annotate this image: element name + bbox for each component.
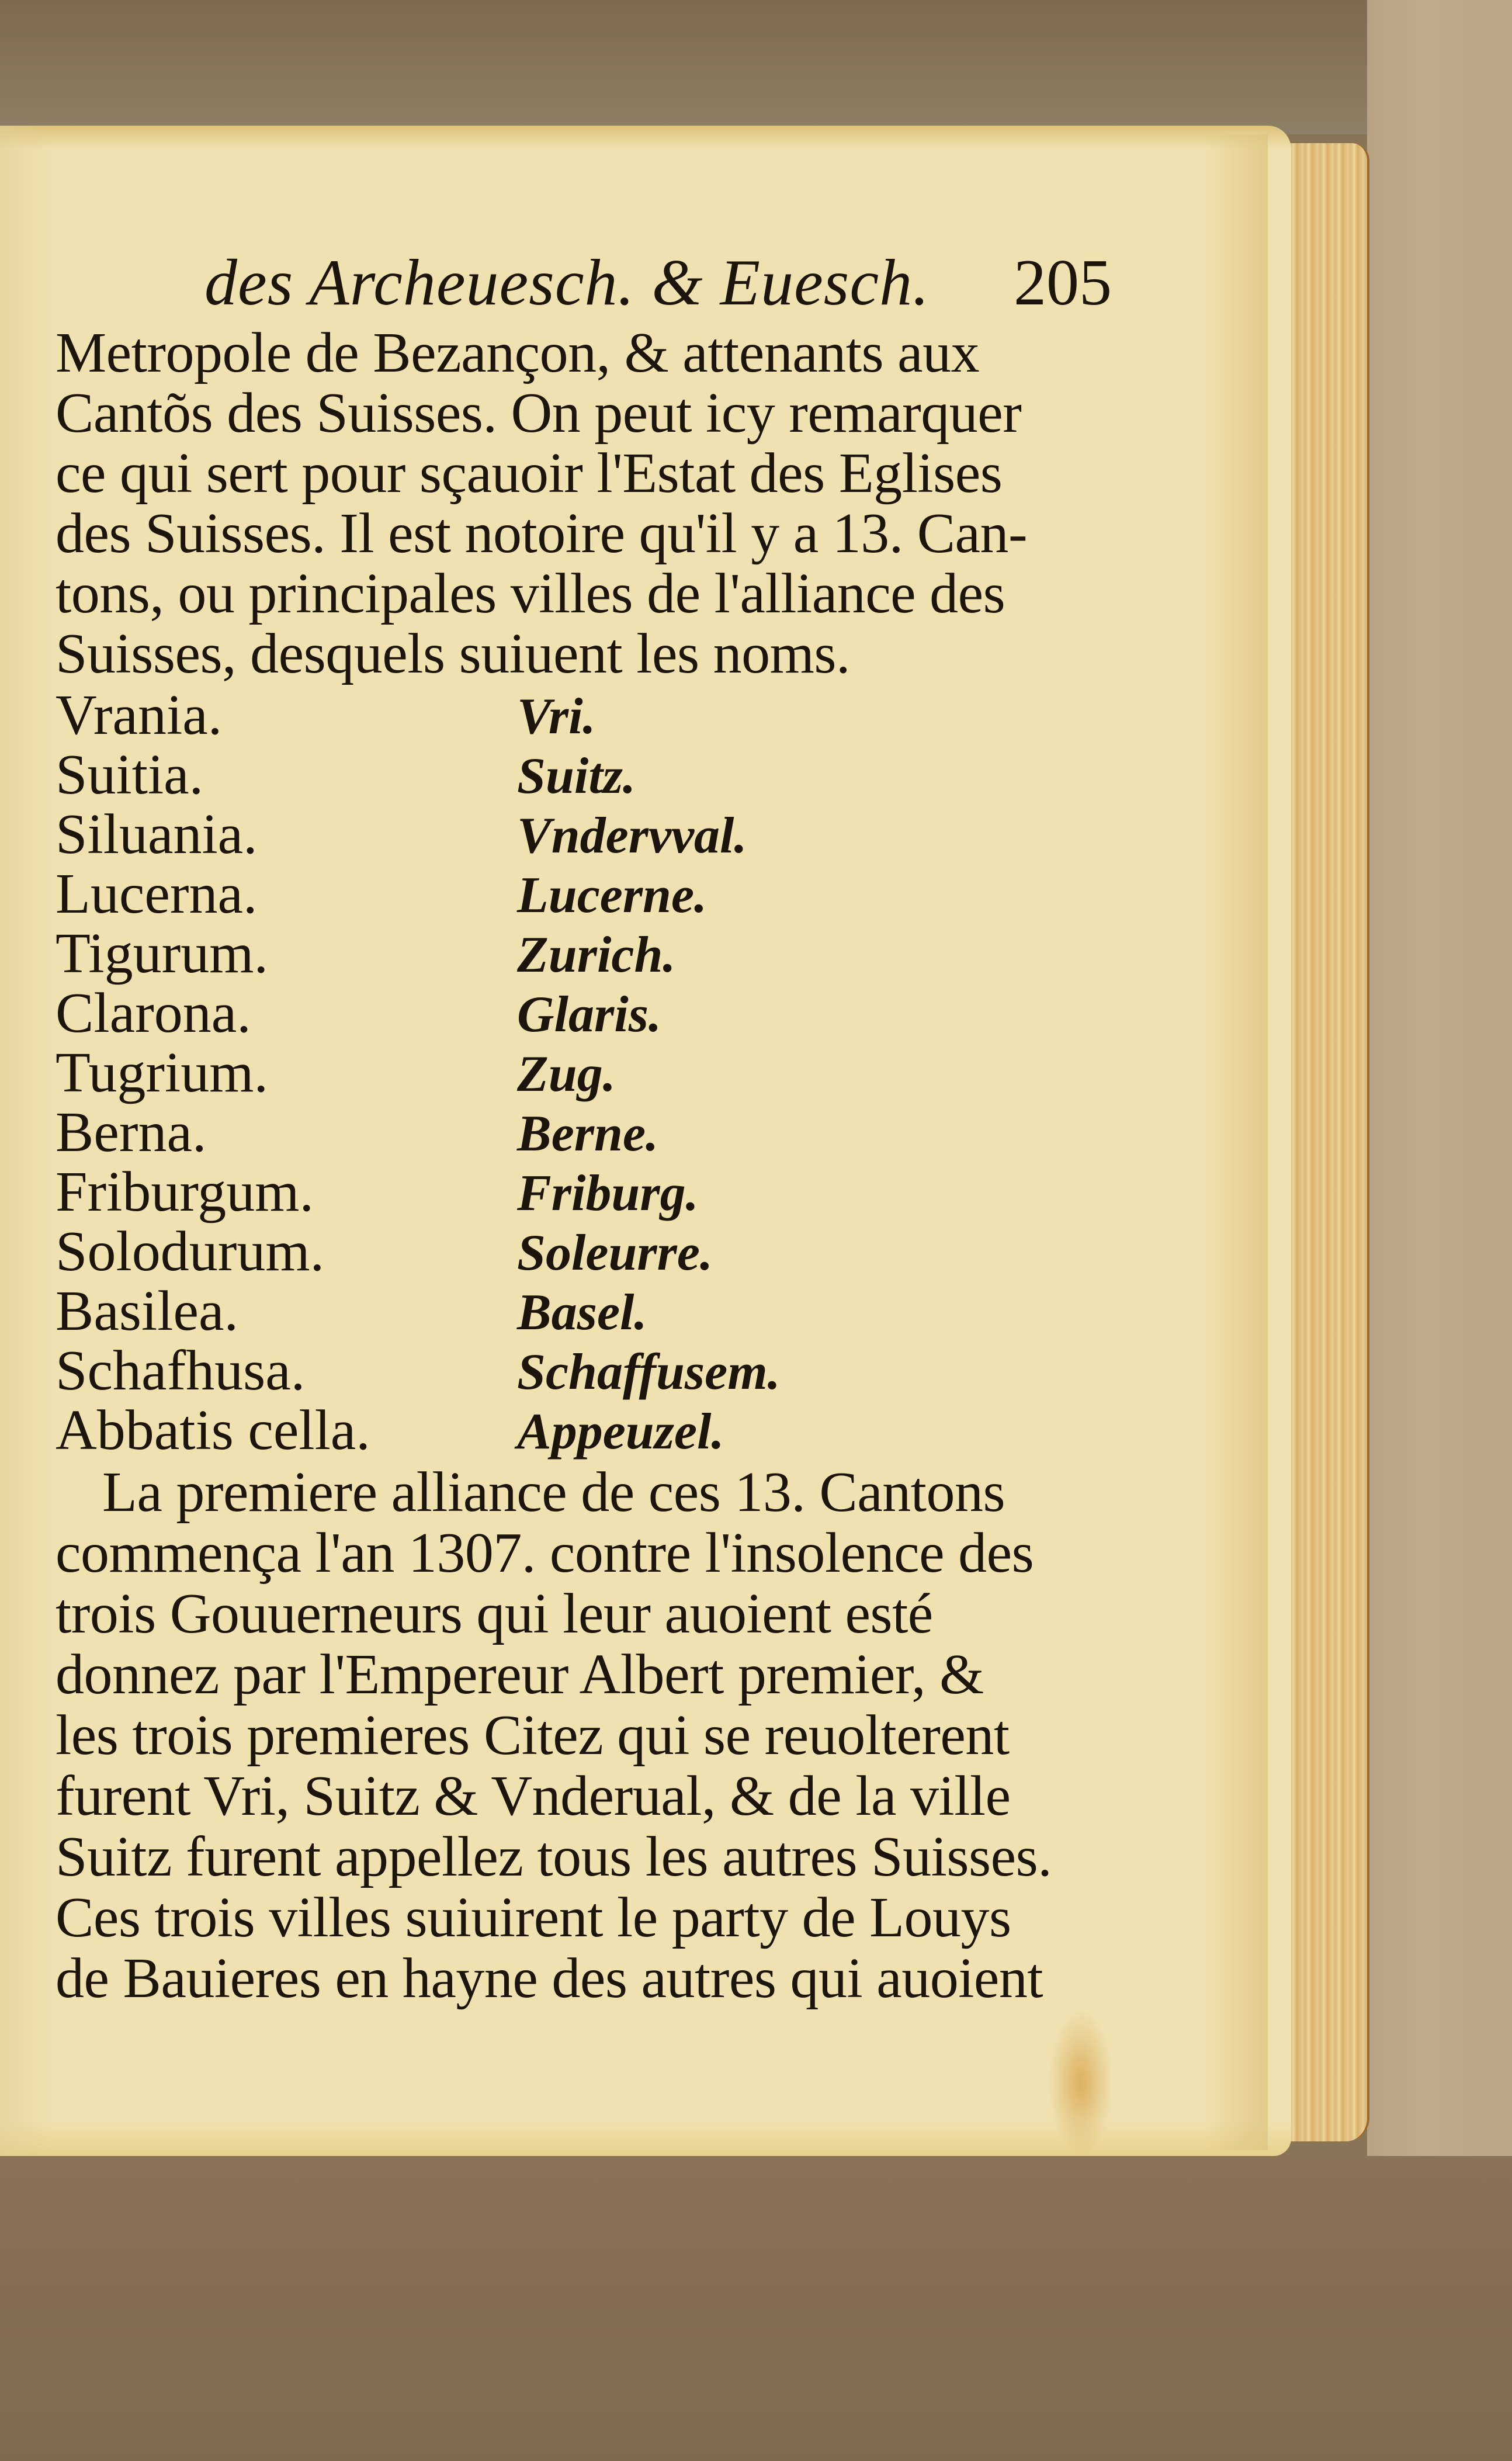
canton-vernacular-name: Soleurre. bbox=[517, 1225, 713, 1281]
canton-latin-name: Solodurum. bbox=[56, 1220, 325, 1283]
running-head: des Archeuesch. & Euesch. bbox=[204, 247, 930, 319]
canton-vernacular-name: Appeuzel. bbox=[517, 1403, 724, 1460]
text-line: de Bauieres en hayne des autres qui auoient bbox=[56, 1947, 1043, 2010]
canton-vernacular-name: Friburg. bbox=[517, 1165, 699, 1222]
text-line: Suitz furent appellez tous les autres Suisses. bbox=[56, 1825, 1052, 1888]
canton-latin-name: Tugrium. bbox=[56, 1041, 269, 1104]
text-line: Metropole de Bezançon, & attenants aux bbox=[56, 321, 980, 384]
text-line: des Suisses. Il est notoire qu'il y a 13. Can- bbox=[56, 502, 1028, 565]
canton-vernacular-name: Zurich. bbox=[517, 927, 676, 983]
canton-vernacular-name: Berne. bbox=[517, 1105, 658, 1162]
text-line: La premiere alliance de ces 13. Cantons bbox=[102, 1461, 1005, 1524]
text-line: les trois premieres Citez qui se reuolterent bbox=[56, 1704, 1010, 1767]
page-number: 205 bbox=[1014, 247, 1112, 319]
canton-latin-name: Lucerna. bbox=[56, 862, 258, 926]
background-top bbox=[0, 0, 1512, 134]
canton-vernacular-name: Zug. bbox=[517, 1046, 616, 1103]
canton-vernacular-name: Glaris. bbox=[517, 986, 661, 1043]
canton-latin-name: Siluania. bbox=[56, 803, 258, 866]
background-bottom bbox=[0, 2156, 1512, 2461]
canton-vernacular-name: Suitz. bbox=[517, 748, 636, 805]
text-line: trois Gouuerneurs qui leur auoient esté bbox=[56, 1582, 933, 1645]
canton-latin-name: Friburgum. bbox=[56, 1160, 314, 1223]
paper-stain bbox=[1049, 2010, 1113, 2156]
canton-latin-name: Suitia. bbox=[56, 743, 204, 806]
canton-vernacular-name: Vri. bbox=[517, 688, 596, 745]
canton-latin-name: Tigurum. bbox=[56, 922, 269, 985]
text-line: Suisses, desquels suiuent les noms. bbox=[56, 622, 850, 685]
text-line: tons, ou principales villes de l'alliance des bbox=[56, 562, 1005, 625]
canton-latin-name: Schafhusa. bbox=[56, 1339, 306, 1402]
canton-vernacular-name: Lucerne. bbox=[517, 867, 708, 924]
canton-latin-name: Abbatis cella. bbox=[56, 1399, 370, 1462]
canton-latin-name: Clarona. bbox=[56, 982, 251, 1045]
background-right bbox=[1367, 0, 1512, 2461]
page-edge-shading bbox=[1204, 134, 1268, 2150]
text-line: Ces trois villes suiuirent le party de Louys bbox=[56, 1886, 1011, 1949]
text-line: furent Vri, Suitz & Vnderual, & de la ville bbox=[56, 1765, 1011, 1828]
text-line: ce qui sert pour sçauoir l'Estat des Eglises bbox=[56, 442, 1003, 505]
canton-latin-name: Berna. bbox=[56, 1101, 207, 1164]
canton-vernacular-name: Schaffusem. bbox=[517, 1344, 781, 1401]
canton-latin-name: Vrania. bbox=[56, 684, 223, 747]
text-line: donnez par l'Empereur Albert premier, & bbox=[56, 1643, 984, 1706]
text-line: commença l'an 1307. contre l'insolence des bbox=[56, 1521, 1034, 1585]
canton-vernacular-name: Vndervval. bbox=[517, 807, 747, 864]
canton-latin-name: Basilea. bbox=[56, 1280, 238, 1343]
canton-vernacular-name: Basel. bbox=[517, 1284, 647, 1341]
text-line: Cantõs des Suisses. On peut icy remarquer bbox=[56, 382, 1022, 445]
